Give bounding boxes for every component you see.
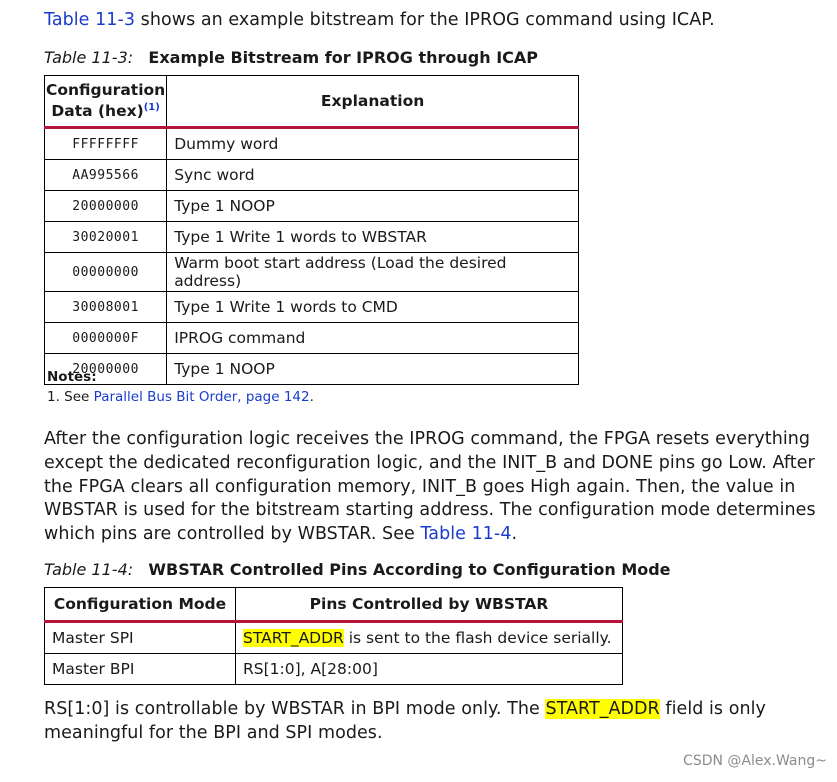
table-header-row [45,76,579,128]
pins-cell: RS[1:0], A[28:00] [236,654,623,685]
hex-cell: AA995566 [45,160,167,191]
header-explanation: Explanation [167,76,579,128]
table1-caption [44,48,538,67]
footnote-ref[interactable]: (1) [143,102,160,114]
mode-cell: Master SPI [45,622,236,654]
table-row [45,292,579,323]
explanation-cell: IPROG command [167,323,579,354]
hex-cell: 20000000 [45,354,167,385]
table-row [45,253,579,292]
table-row [45,323,579,354]
hex-cell: 30008001 [45,292,167,323]
explanation-cell: Type 1 NOOP [167,354,579,385]
table2-caption [44,560,671,579]
wbstar-pins-table [44,587,623,685]
watermark: CSDN @Alex.Wang~ [683,753,827,769]
table-row [45,654,623,685]
table2-caption-title: WBSTAR Controlled Pins According to Configuration Mode [148,560,671,579]
explanation-cell: Type 1 NOOP [167,191,579,222]
table-row [45,128,579,160]
highlighted-term: START_ADDR [243,629,344,647]
closing-paragraph: RS[1:0] is controllable by WBSTAR in BPI mode only. The START_ADDR field is only meaningful for the BPI and SPI modes. [44,699,766,743]
body-paragraph: After the configuration logic receives the IPROG command, the FPGA resets everything except the dedicated reconfiguration logic, and the INIT_B and DONE pins go Low. After the FPGA clears all configuration memory, INIT_B goes High again. Then, the value in WBSTAR is used for the bitstream starting address. The configuration mode determines which pins are controlled by WBSTAR. See Table 11-4. [44,429,816,545]
hex-cell: 30020001 [45,222,167,253]
paragraph-text: After the configuration logic receives the IPROG command, the FPGA resets everything except the dedicated reconfiguration logic, and the INIT_B and DONE pins go Low. After the FPGA clears all configuration memory, INIT_B goes High again. Then, the value in WBSTAR is used for the bitstream starting address. The configuration mode determines which pins are controlled by WBSTAR. See [44,429,816,545]
table1-caption-number: Table 11-3: [44,48,134,67]
table1-caption-title: Example Bitstream for IPROG through ICAP [148,48,539,67]
table-row [45,354,579,385]
parallel-bus-link[interactable]: Parallel Bus Bit Order, page 142 [93,389,310,405]
hex-cell: 00000000 [45,253,167,292]
mode-cell: Master BPI [45,654,236,685]
explanation-cell: Warm boot start address (Load the desired address) [167,253,579,292]
table-row [45,222,579,253]
header-config-mode: Configuration Mode [45,588,236,622]
hex-cell: 0000000F [45,323,167,354]
hex-cell: FFFFFFFF [45,128,167,160]
intro-sentence [44,10,715,30]
header-pins: Pins Controlled by WBSTAR [236,588,623,622]
table-header-row [45,588,623,622]
explanation-cell: Sync word [167,160,579,191]
highlighted-term: START_ADDR [545,699,660,719]
hex-cell: 20000000 [45,191,167,222]
header-config-data: Configuration Data (hex)$^{(1)}$ [45,76,167,128]
intro-text: shows an example bitstream for the IPROG command using ICAP. [135,10,715,30]
table2-caption-number: Table 11-4: [44,560,134,579]
explanation-cell: Type 1 Write 1 words to CMD [167,292,579,323]
pins-cell: START_ADDR is sent to the flash device serially. [236,622,623,654]
table-row [45,191,579,222]
explanation-cell: Type 1 Write 1 words to WBSTAR [167,222,579,253]
note-item-1: 1. See Parallel Bus Bit Order, page 142. [47,389,314,405]
table-11-4-link[interactable]: Table 11-4 [420,524,512,545]
table-row [45,622,623,654]
notes-heading: Notes: [47,369,97,385]
table-row [45,160,579,191]
explanation-cell: Dummy word [167,128,579,160]
table-11-3-link[interactable]: Table 11-3 [44,10,136,30]
iprog-bitstream-table [44,75,579,385]
